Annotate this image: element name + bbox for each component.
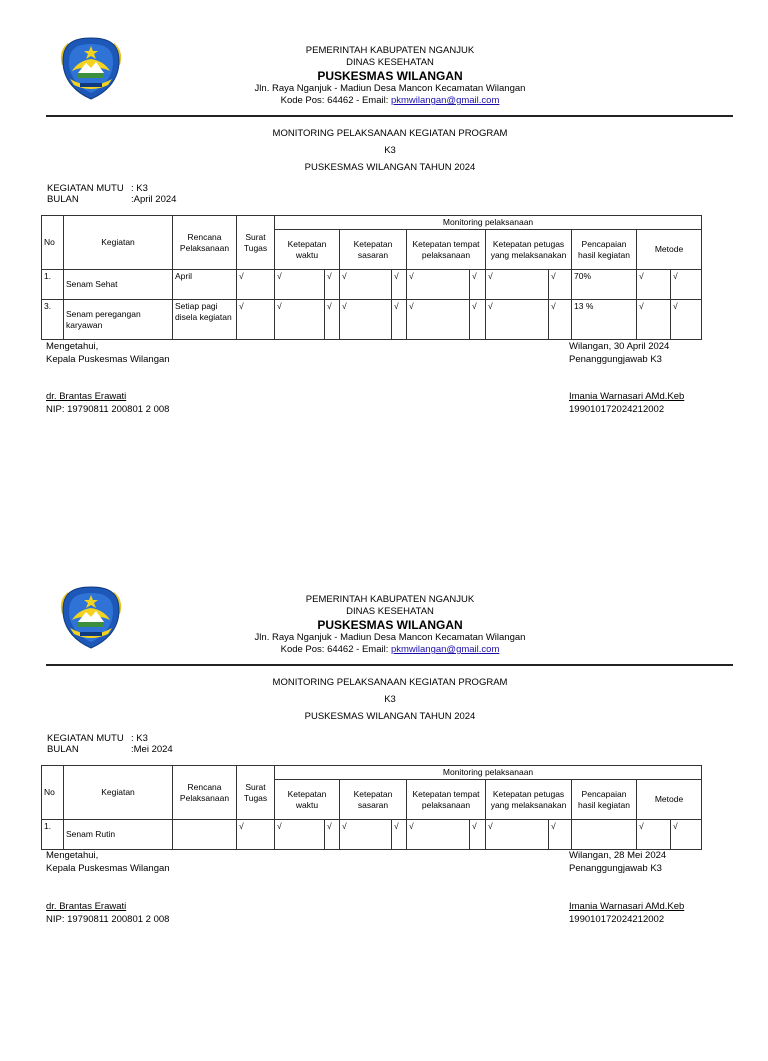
header-divider — [46, 115, 733, 117]
table-row — [42, 270, 702, 300]
letterhead — [200, 45, 580, 107]
cell-kegiatan: Senam Rutin — [64, 820, 173, 850]
header-kegiatan: Kegiatan — [64, 766, 173, 820]
email-link[interactable]: pkmwilangan@gmail.com — [390, 644, 500, 655]
cell-kegiatan: Senam peregangan karyawan — [64, 300, 173, 340]
cell-petugas-1: √ — [486, 300, 549, 340]
cell-sasaran-1: √ — [340, 820, 392, 850]
cell-waktu-2: √ — [325, 270, 340, 300]
cell-rencana — [173, 820, 237, 850]
letterhead — [200, 594, 580, 656]
header-kegiatan: Kegiatan — [64, 216, 173, 270]
signature-right-name — [569, 390, 684, 416]
cell-metode-1: √ — [637, 270, 671, 300]
address: Jln. Raya Nganjuk - Madiun Desa Mancon Kecamatan Wilangan — [254, 632, 526, 643]
cell-surat: √ — [237, 300, 275, 340]
email-link[interactable]: pkmwilangan@gmail.com — [390, 95, 500, 106]
cell-surat: √ — [237, 820, 275, 850]
header-monitoring: Monitoring pelaksanaan — [275, 766, 702, 780]
header-metode: Metode — [637, 230, 702, 270]
cell-tempat-1: √ — [407, 820, 470, 850]
cell-waktu-1: √ — [275, 270, 325, 300]
puskesmas-name: PUSKESMAS WILANGAN — [317, 618, 463, 632]
cell-tempat-2: √ — [470, 270, 486, 300]
cell-sasaran-1: √ — [340, 300, 392, 340]
signature-left — [46, 849, 170, 875]
header-surat-tugas: Surat Tugas — [237, 766, 275, 820]
cell-waktu-1: √ — [275, 820, 325, 850]
cell-petugas-1: √ — [486, 270, 549, 300]
report-title: MONITORING PELAKSANAAN KEGIATAN PROGRAM — [272, 128, 508, 139]
place-date: Wilangan, 30 April 2024 — [569, 341, 670, 352]
header-no: No — [42, 216, 64, 270]
cell-sasaran-2: √ — [392, 820, 407, 850]
report-program: K3 — [384, 145, 396, 156]
signature-left — [46, 340, 170, 366]
report-year: PUSKESMAS WILANGAN TAHUN 2024 — [304, 711, 476, 722]
penanggungjawab-name: Imania Warnasari AMd.Keb — [569, 391, 685, 402]
cell-no: 3. — [42, 300, 64, 340]
kegiatan-mutu-value: : K3 — [131, 733, 148, 744]
monitoring-table — [41, 215, 702, 340]
cell-surat: √ — [237, 270, 275, 300]
postal-line — [200, 95, 580, 107]
cell-rencana: Setiap pagi disela kegiatan — [173, 300, 237, 340]
cell-metode-2: √ — [671, 270, 702, 300]
report-meta — [47, 183, 176, 205]
header-rencana: Rencana Pelaksanaan — [173, 766, 237, 820]
penanggungjawab-nip: 199010172024212002 — [569, 404, 665, 415]
signature-left-name — [46, 900, 169, 926]
cell-tempat-2: √ — [470, 820, 486, 850]
kegiatan-mutu-label: KEGIATAN MUTU — [47, 733, 124, 744]
header-rencana: Rencana Pelaksanaan — [173, 216, 237, 270]
report-meta — [47, 733, 173, 755]
bulan-label: BULAN — [47, 744, 79, 755]
header-ketepatan-tempat: Ketepatan tempat pelaksanaan — [407, 780, 486, 820]
header-pencapaian: Pencapaian hasil kegiatan — [572, 230, 637, 270]
header-metode: Metode — [637, 780, 702, 820]
header-ketepatan-tempat: Ketepatan tempat pelaksanaan — [407, 230, 486, 270]
kegiatan-mutu-value: : K3 — [131, 183, 148, 194]
postal-line — [200, 644, 580, 656]
cell-metode-2: √ — [671, 820, 702, 850]
header-ketepatan-sasaran: Ketepatan sasaran — [340, 230, 407, 270]
kepala-label: Kepala Puskesmas Wilangan — [46, 354, 170, 365]
bulan-label: BULAN — [47, 194, 79, 205]
cell-waktu-2: √ — [325, 820, 340, 850]
cell-petugas-2: √ — [549, 820, 572, 850]
penanggungjawab-label: Penanggungjawab K3 — [569, 354, 662, 365]
cell-petugas-2: √ — [549, 270, 572, 300]
header-no: No — [42, 766, 64, 820]
signature-left-name — [46, 390, 169, 416]
cell-no: 1. — [42, 820, 64, 850]
penanggungjawab-label: Penanggungjawab K3 — [569, 863, 662, 874]
cell-waktu-2: √ — [325, 300, 340, 340]
cell-tempat-1: √ — [407, 270, 470, 300]
kepala-label: Kepala Puskesmas Wilangan — [46, 863, 170, 874]
government-name: PEMERINTAH KABUPATEN NGANJUK — [305, 594, 475, 605]
cell-pencapaian — [572, 820, 637, 850]
cell-petugas-1: √ — [486, 820, 549, 850]
kepala-name: dr. Brantas Erawati — [46, 391, 127, 402]
kabupaten-nganjuk-emblem-icon — [56, 584, 126, 650]
signature-right — [569, 340, 669, 366]
kabupaten-nganjuk-emblem-icon — [56, 35, 126, 101]
signature-right — [569, 849, 666, 875]
header-ketepatan-waktu: Ketepatan waktu — [275, 230, 340, 270]
report-title: MONITORING PELAKSANAAN KEGIATAN PROGRAM — [272, 677, 508, 688]
cell-sasaran-1: √ — [340, 270, 392, 300]
bulan-value: :Mei 2024 — [131, 744, 173, 755]
cell-sasaran-2: √ — [392, 300, 407, 340]
cell-metode-2: √ — [671, 300, 702, 340]
mengetahui-label: Mengetahui, — [46, 850, 99, 861]
header-ketepatan-petugas: Ketepatan petugas yang melaksanakan — [486, 780, 572, 820]
kegiatan-mutu-label: KEGIATAN MUTU — [47, 183, 124, 194]
kepala-name: dr. Brantas Erawati — [46, 901, 127, 912]
kepala-nip: NIP: 19790811 200801 2 008 — [46, 914, 170, 925]
header-ketepatan-waktu: Ketepatan waktu — [275, 780, 340, 820]
table-row — [42, 300, 702, 340]
header-surat-tugas: Surat Tugas — [237, 216, 275, 270]
header-divider — [46, 664, 733, 666]
cell-no: 1. — [42, 270, 64, 300]
header-ketepatan-petugas: Ketepatan petugas yang melaksanakan — [486, 230, 572, 270]
puskesmas-name: PUSKESMAS WILANGAN — [317, 69, 463, 83]
cell-metode-1: √ — [637, 820, 671, 850]
mengetahui-label: Mengetahui, — [46, 341, 99, 352]
penanggungjawab-name: Imania Warnasari AMd.Keb — [569, 901, 685, 912]
department-name: DINAS KESEHATAN — [346, 606, 434, 617]
cell-metode-1: √ — [637, 300, 671, 340]
address: Jln. Raya Nganjuk - Madiun Desa Mancon Kecamatan Wilangan — [254, 83, 526, 94]
cell-rencana: April — [173, 270, 237, 300]
cell-pencapaian: 13 % — [572, 300, 637, 340]
bulan-value: :April 2024 — [131, 194, 177, 205]
document-april — [0, 0, 768, 512]
postal-prefix: Kode Pos: 64462 - Email: — [280, 95, 391, 106]
document-mei — [0, 549, 768, 1061]
cell-waktu-1: √ — [275, 300, 325, 340]
table-row — [42, 820, 702, 850]
cell-tempat-2: √ — [470, 300, 486, 340]
header-ketepatan-sasaran: Ketepatan sasaran — [340, 780, 407, 820]
penanggungjawab-nip: 199010172024212002 — [569, 914, 665, 925]
cell-pencapaian: 70% — [572, 270, 637, 300]
signature-right-name — [569, 900, 684, 926]
government-name: PEMERINTAH KABUPATEN NGANJUK — [305, 45, 475, 56]
cell-petugas-2: √ — [549, 300, 572, 340]
department-name: DINAS KESEHATAN — [346, 57, 434, 68]
cell-kegiatan: Senam Sehat — [64, 270, 173, 300]
monitoring-table — [41, 765, 702, 850]
cell-sasaran-2: √ — [392, 270, 407, 300]
place-date: Wilangan, 28 Mei 2024 — [569, 850, 667, 861]
report-year: PUSKESMAS WILANGAN TAHUN 2024 — [304, 162, 476, 173]
kepala-nip: NIP: 19790811 200801 2 008 — [46, 404, 170, 415]
header-monitoring: Monitoring pelaksanaan — [275, 216, 702, 230]
header-pencapaian: Pencapaian hasil kegiatan — [572, 780, 637, 820]
cell-tempat-1: √ — [407, 300, 470, 340]
postal-prefix: Kode Pos: 64462 - Email: — [280, 644, 391, 655]
report-program: K3 — [384, 694, 396, 705]
